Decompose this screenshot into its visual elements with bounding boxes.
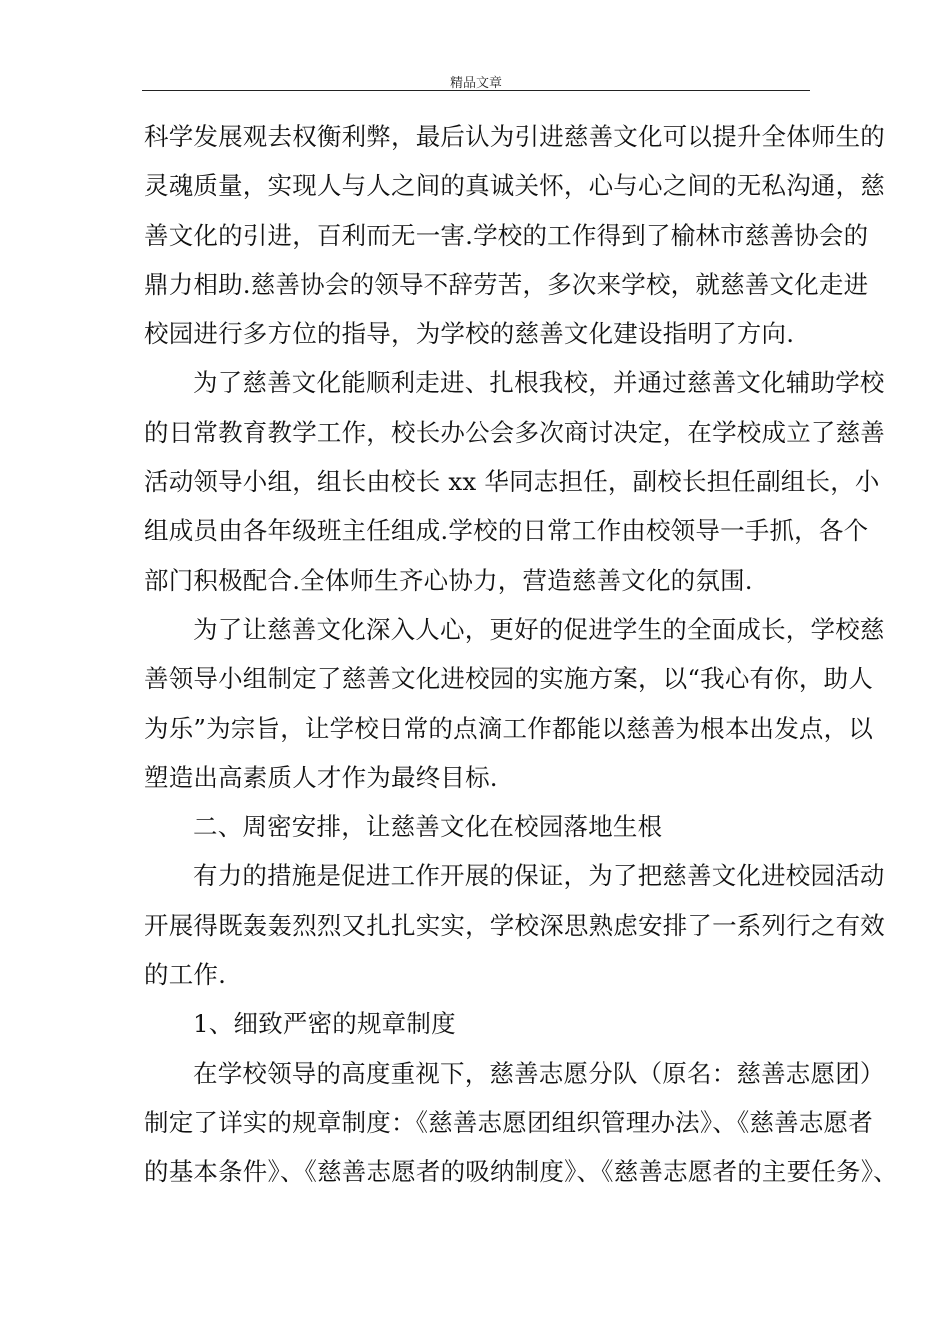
text-line: 制定了详实的规章制度：《慈善志愿团组织管理办法》、《慈善志愿者: [144, 1107, 873, 1137]
text-line: 校园进行多方位的指导，为学校的慈善文化建设指明了方向.: [144, 319, 795, 349]
text-line: 组成员由各年级班主任组成.学校的日常工作由校领导一手抓，各个: [144, 516, 869, 546]
text-line: 为乐”为宗旨，让学校日常的点滴工作都能以慈善为根本出发点，以: [144, 713, 874, 743]
text-line: 部门积极配合.全体师生齐心协力，营造慈善文化的氛围.: [144, 565, 753, 595]
text-line: 善文化的引进，百利而无一害.学校的工作得到了榆林市慈善协会的: [144, 220, 869, 250]
subsection-heading: 1、细致严密的规章制度: [193, 1009, 456, 1039]
text-line: 为了让慈善文化深入人心，更好的促进学生的全面成长，学校慈: [193, 614, 885, 644]
header-divider: [142, 90, 810, 91]
section-heading: 二、周密安排，让慈善文化在校园落地生根: [193, 812, 663, 842]
text-line: 活动领导小组，组长由校长 xx 华同志担任，副校长担任副组长，小: [144, 467, 880, 497]
text-line: 的基本条件》、《慈善志愿者的吸纳制度》、《慈善志愿者的主要任务》、: [144, 1157, 898, 1187]
text-line: 科学发展观去权衡利弊，最后认为引进慈善文化可以提升全体师生的: [144, 122, 885, 151]
page-header-title: 精品文章: [449, 76, 502, 91]
text-line: 有力的措施是促进工作开展的保证，为了把慈善文化进校园活动: [193, 861, 885, 891]
text-line: 鼎力相助.慈善协会的领导不辞劳苦，多次来学校，就慈善文化走进: [144, 269, 869, 299]
text-line: 善领导小组制定了慈善文化进校园的实施方案，以“我心有你，助人: [144, 664, 874, 694]
text-line: 为了慈善文化能顺利走进、扎根我校，并通过慈善文化辅助学校: [193, 368, 885, 398]
text-line: 的日常教育教学工作，校长办公会多次商讨决定，在学校成立了慈善: [144, 417, 885, 447]
text-line: 灵魂质量，实现人与人之间的真诚关怀，心与心之间的无私沟通，慈: [144, 171, 885, 201]
text-line: 开展得既轰轰烈烈又扎扎实实，学校深思熟虑安排了一系列行之有效: [144, 910, 885, 940]
text-line: 塑造出高素质人才作为最终目标.: [144, 762, 498, 792]
text-line: 在学校领导的高度重视下，慈善志愿分队（原名：慈善志愿团）: [193, 1058, 885, 1088]
text-line: 的工作.: [144, 960, 227, 990]
article-body: [144, 112, 898, 1197]
